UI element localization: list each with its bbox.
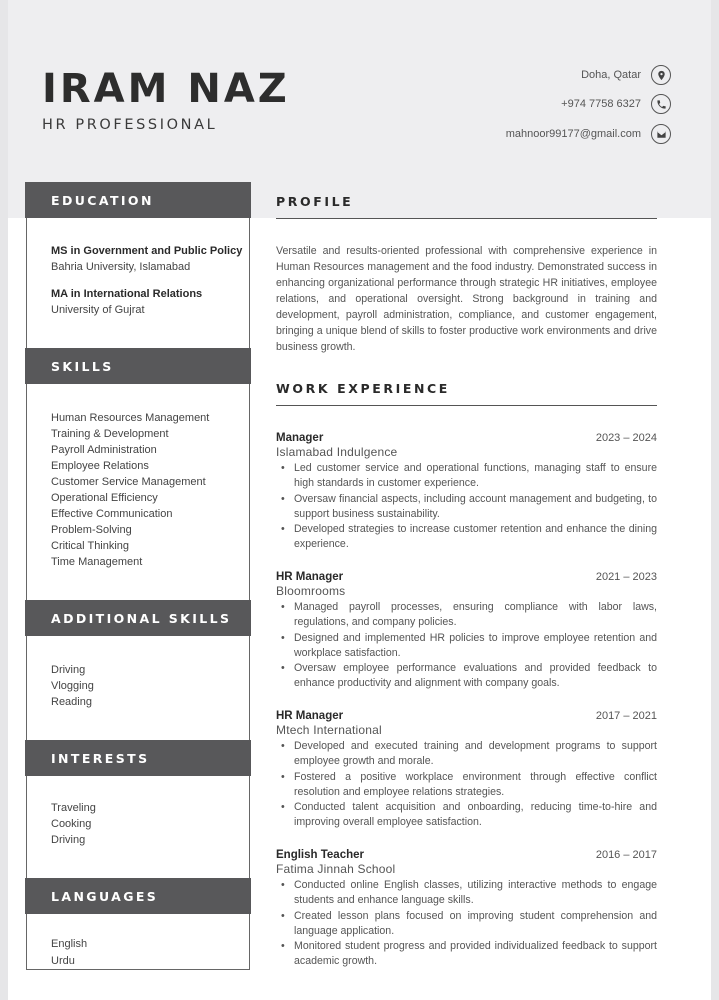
phone-text: +974 7758 6327 [561,98,641,110]
job-bullet: • Monitored student progress and provided individualized feedback to support academic growth. [276,939,657,970]
additional-skills-heading: ADDITIONAL SKILLS [25,600,251,636]
education-heading: EDUCATION [25,182,251,218]
location-text: Doha, Qatar [581,69,641,81]
job-years: 2017 – 2021 [595,710,657,722]
job-bullet: • Developed strategies to increase customer retention and enhance the dining experience. [276,522,657,553]
degree: MA in International Relations [51,288,203,300]
email-text: mahnoor99177@gmail.com [505,128,641,140]
skill-item: Effective Communication [51,508,173,520]
person-name: IRAM NAZ [42,66,290,112]
interests-heading: INTERESTS [25,740,251,776]
job-bullet: • Led customer service and operational functions, managing staff to ensure high standards in customer experience. [276,461,657,492]
interests-list [51,800,96,848]
job-bullet: • Created lesson plans focused on improving student comprehension and language application. [276,909,657,940]
profile-heading: PROFILE [276,194,657,219]
interest-item: Traveling [51,802,96,814]
work-experience-heading: WORK EXPERIENCE [276,381,657,406]
job-bullet: • Fostered a positive workplace environment through effective conflict resolution and employee relations strategies. [276,770,657,801]
job-entry [276,571,657,692]
skill-item: Critical Thinking [51,540,130,552]
job-bullet: • Managed payroll processes, ensuring compliance with labor laws, regulations, and company policies. [276,600,657,631]
job-title: HR Manager [276,571,344,583]
skill-item: Operational Efficiency [51,492,158,504]
job-company: Fatima Jinnah School [276,862,396,876]
skills-list [51,410,209,570]
contact-phone [561,94,671,114]
skill-item: Time Management [51,556,143,568]
location-pin-icon [651,65,671,85]
job-bullet: • Conducted online English classes, utilizing interactive methods to engage students and enhance language skills. [276,878,657,909]
job-company: Islamabad Indulgence [276,445,398,459]
skill-item: Training & Development [51,428,169,440]
job-bullet: • Oversaw financial aspects, including account management and budgeting, to support business sustainability. [276,492,657,523]
job-bullet: • Oversaw employee performance evaluations and provided feedback to enhance productivity and alignment with company goals. [276,661,657,692]
skill-item: Customer Service Management [51,476,206,488]
job-title: HR Manager [276,710,344,722]
language-item: Urdu [51,955,75,967]
profile-text: Versatile and results-oriented professional with comprehensive experience in Human Resources management and the food industry. Demonstrated success in enhancing organizational performance through strategic HR initiatives, employee relations, and operational oversight. Strong background in training and development, payroll administration, compliance, and customer engagement, bringing a unique blend of skills to foster productive work environments and drive business growth. [276,245,657,353]
contact-email [506,124,671,144]
job-entry [276,710,657,831]
interest-item: Driving [51,834,86,846]
job-bullet: • Conducted talent acquisition and onboarding, reducing time-to-hire and improving overall employee satisfaction. [276,800,657,831]
phone-icon [651,94,671,114]
languages-list [51,936,87,970]
job-bullet: • Developed and executed training and development programs to support employee growth and morale. [276,739,657,770]
interest-item: Cooking [51,818,92,830]
job-years: 2023 – 2024 [595,432,657,444]
job-years: 2021 – 2023 [595,571,657,583]
job-years: 2016 – 2017 [595,849,657,861]
languages-heading: LANGUAGES [25,878,251,914]
job-title: Manager [276,432,324,444]
skill-item: Problem-Solving [51,524,132,536]
email-icon [651,124,671,144]
education-item [51,286,202,318]
job-bullet: • Designed and implemented HR policies to improve employee retention and workplace satisfaction. [276,631,657,662]
additional-skill-item: Vlogging [51,680,94,692]
skill-item: Employee Relations [51,460,149,472]
school: University of Gujrat [51,304,145,316]
job-company: Mtech International [276,723,382,737]
education-item [51,243,242,275]
additional-skill-item: Driving [51,664,86,676]
skill-item: Human Resources Management [51,412,210,424]
job-title: English Teacher [276,849,364,861]
job-entry [276,432,657,553]
job-company: Bloomrooms [276,584,346,598]
skill-item: Payroll Administration [51,444,157,456]
degree: MS in Government and Public Policy [51,245,243,257]
additional-skills-list [51,662,94,710]
skills-heading: SKILLS [25,348,251,384]
job-entry [276,849,657,970]
additional-skill-item: Reading [51,696,92,708]
job-title-heading: HR PROFESSIONAL [42,117,218,133]
contact-location [581,65,671,85]
language-item: English [51,938,88,950]
school: Bahria University, Islamabad [51,261,191,273]
